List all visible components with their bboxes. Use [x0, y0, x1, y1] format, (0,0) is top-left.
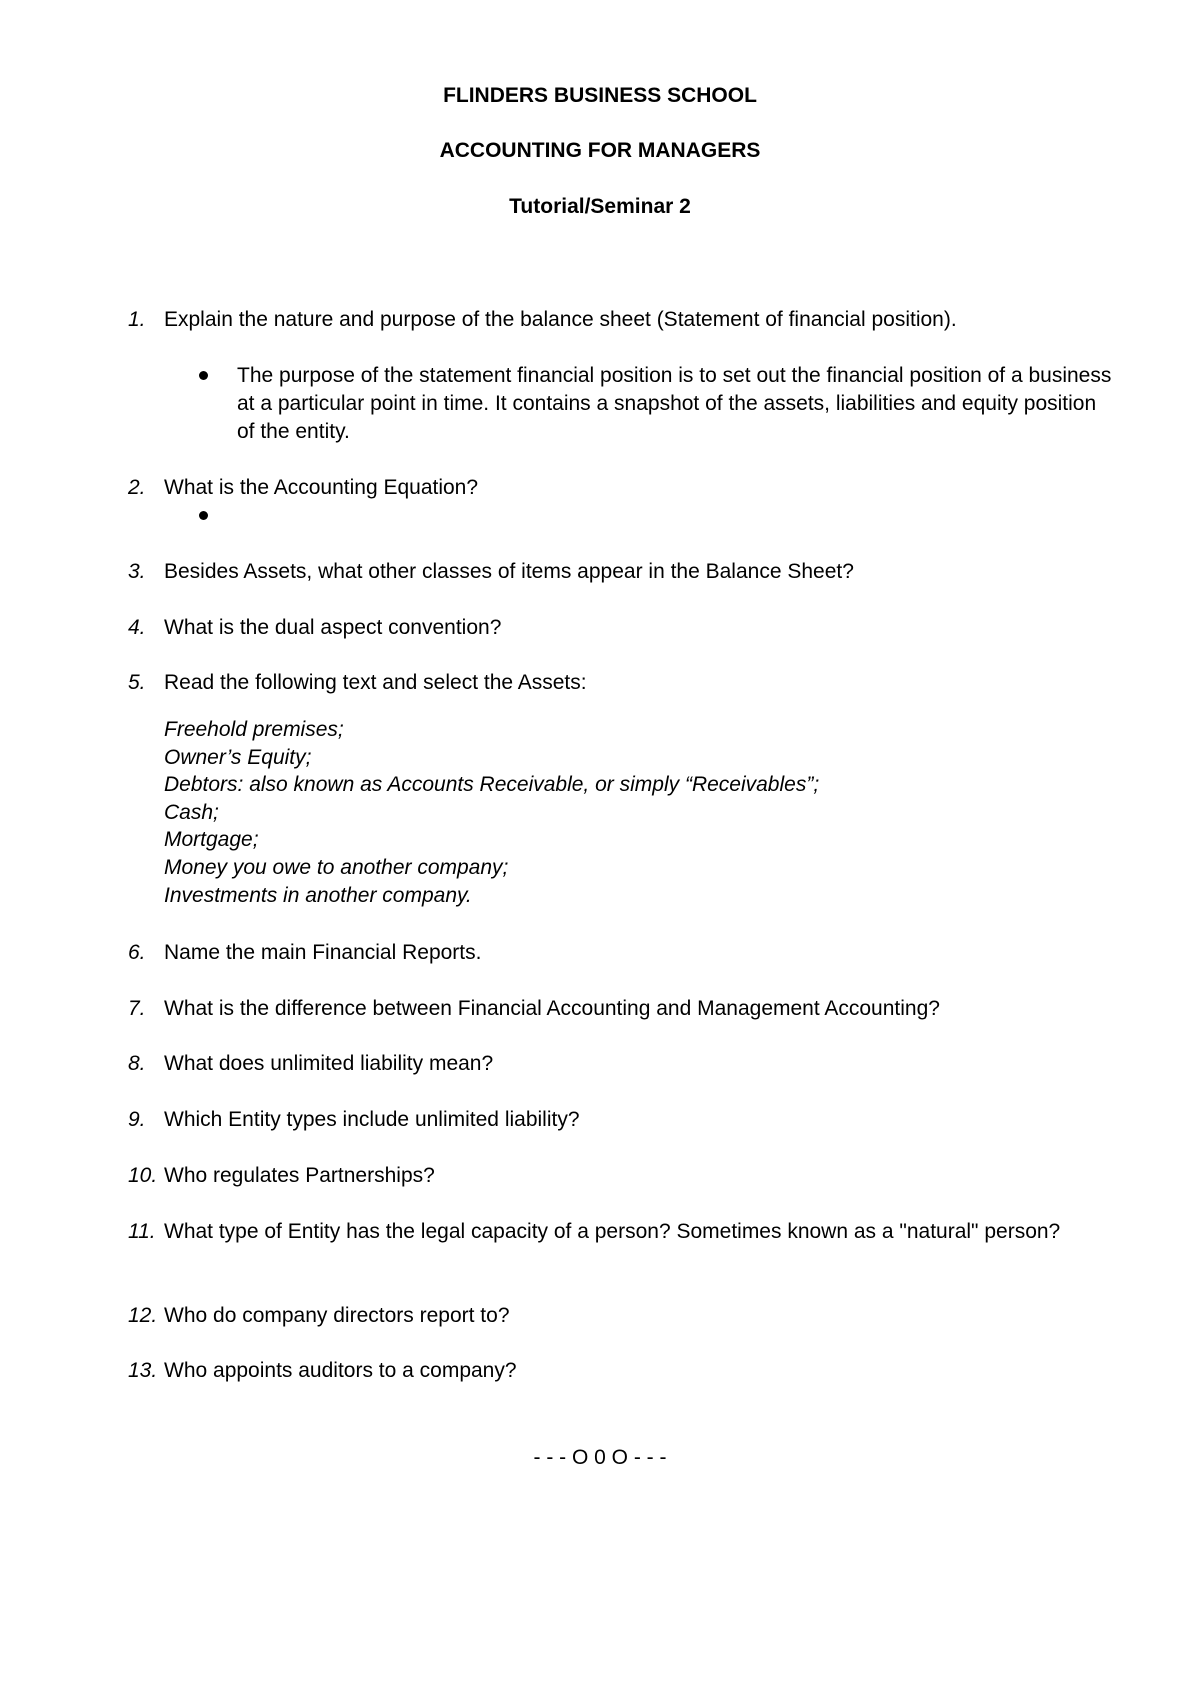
session-title: Tutorial/Seminar 2 — [509, 195, 691, 218]
list-item: Mortgage; — [164, 828, 259, 852]
question-number: 8. — [128, 1052, 146, 1075]
question-text: Read the following text and select the Assets: — [164, 671, 587, 694]
question-text: Which Entity types include unlimited liability? — [164, 1108, 580, 1131]
question-text: Besides Assets, what other classes of items appear in the Balance Sheet? — [164, 560, 854, 583]
question-number: 10. — [128, 1164, 158, 1187]
question-text: What type of Entity has the legal capacity of a person? Sometimes known as a "natural" person? — [164, 1220, 1061, 1243]
question-number: 6. — [128, 941, 146, 964]
question-number: 4. — [128, 616, 146, 639]
question-text: Who appoints auditors to a company? — [164, 1359, 517, 1382]
question-text: Name the main Financial Reports. — [164, 941, 482, 964]
question-number: 13. — [128, 1359, 158, 1382]
question-text: What is the Accounting Equation? — [164, 476, 479, 499]
question-text: What is the dual aspect convention? — [164, 616, 502, 639]
question-number: 1. — [128, 308, 146, 331]
list-item: Investments in another company. — [164, 883, 472, 907]
answer-text: The purpose of the statement financial position is to set out the financial position of a business at a particular point in time. It contains a snapshot of the assets, liabilities and equity position of the entity. — [237, 364, 1112, 443]
question-text: Explain the nature and purpose of the balance sheet (Statement of financial position). — [164, 308, 957, 331]
list-item: Owner’s Equity; — [164, 745, 312, 769]
school-title: FLINDERS BUSINESS SCHOOL — [443, 84, 757, 107]
asset-list — [164, 716, 1064, 909]
question-text: What does unlimited liability mean? — [164, 1052, 494, 1075]
question-number: 12. — [128, 1304, 158, 1327]
list-item: Debtors: also known as Accounts Receivable, or simply “Receivables”; — [164, 773, 820, 797]
question-number: 11. — [128, 1220, 156, 1243]
question-number: 7. — [128, 997, 146, 1020]
bullet-icon — [199, 511, 208, 520]
question-text: Who regulates Partnerships? — [164, 1164, 435, 1187]
question-number: 2. — [128, 476, 146, 499]
bullet-icon — [199, 371, 208, 380]
question-text: What is the difference between Financial Accounting and Management Accounting? — [164, 997, 940, 1020]
course-title: ACCOUNTING FOR MANAGERS — [439, 139, 761, 162]
list-item: Money you owe to another company; — [164, 855, 509, 879]
question-text: Who do company directors report to? — [164, 1304, 510, 1327]
question-number: 5. — [128, 671, 146, 694]
question-number: 3. — [128, 560, 146, 583]
question-number: 9. — [128, 1108, 146, 1131]
list-item: Freehold premises; — [164, 718, 344, 741]
end-mark: - - - O 0 O - - - — [533, 1446, 667, 1469]
list-item: Cash; — [164, 800, 219, 824]
